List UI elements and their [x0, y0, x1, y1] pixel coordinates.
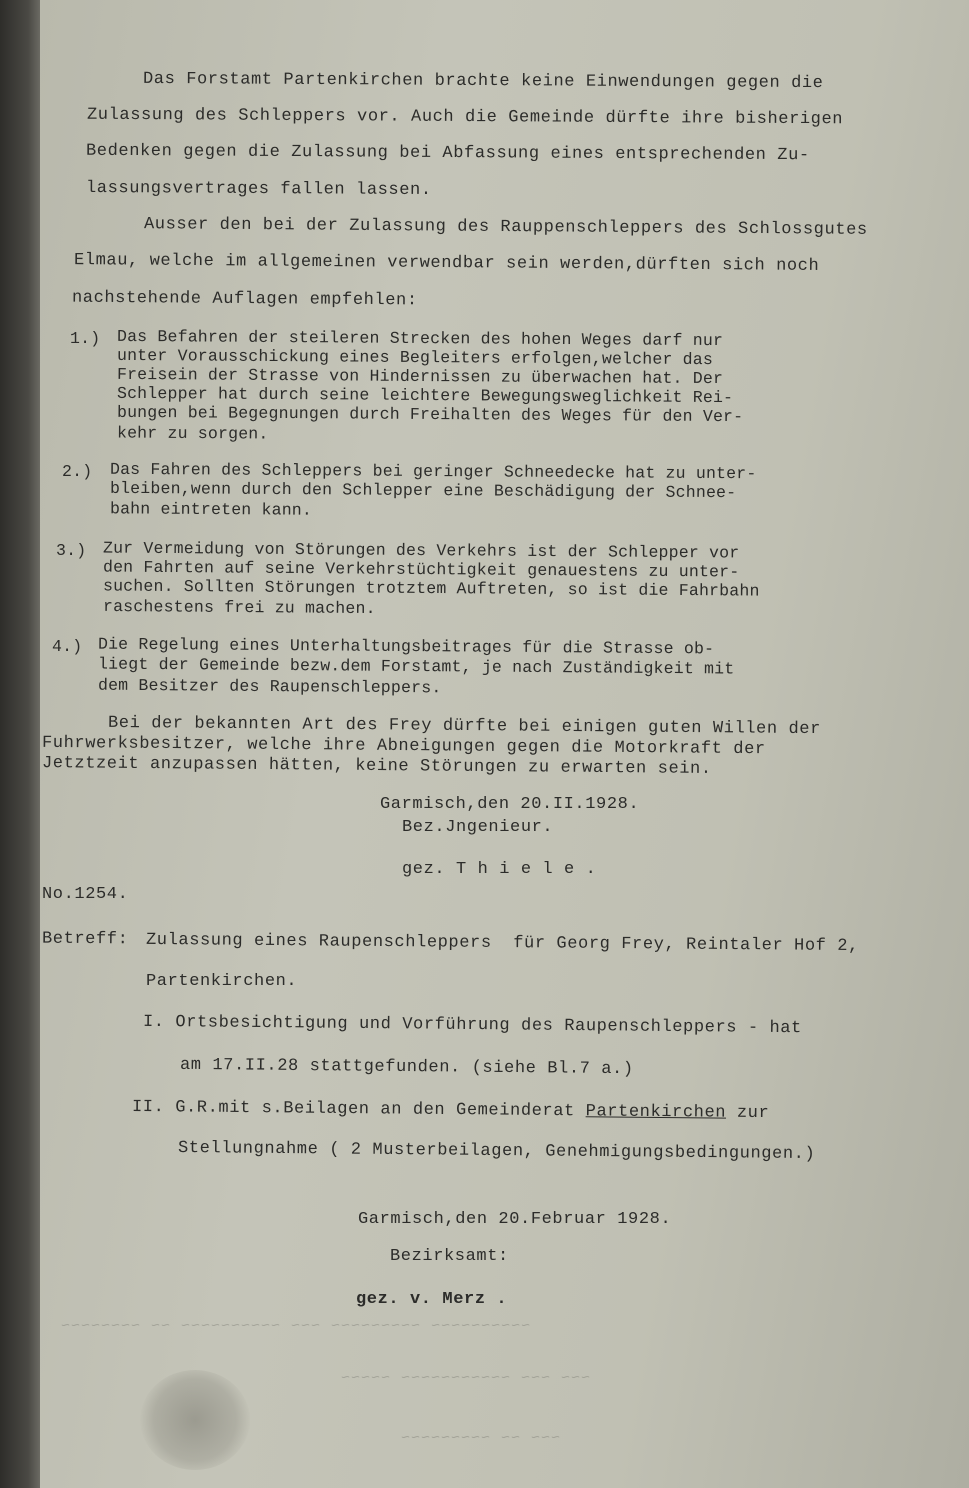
point-two-line: Stellungnahme ( 2 Musterbeilagen, Genehmigungsbedingungen.): [177, 1138, 816, 1165]
council-name: Partenkirchen: [585, 1102, 727, 1123]
item-line: Die Regelung eines Unterhaltungsbeitrages für die Strasse ob-: [97, 634, 715, 659]
intro-line: Das Forstamt Partenkirchen brachte keine Einwendungen gegen die: [142, 69, 824, 94]
intro-line: Zulassung des Schleppers vor. Auch die Gemeinde dürfte ihre bisherigen: [86, 105, 844, 130]
signature-office: Bezirksamt:: [390, 1247, 509, 1266]
item-line: Freisein der Strasse von Hindernissen zu überwachen hat. Der: [116, 364, 724, 389]
item-line: liegt der Gemeinde bezw.dem Forstamt, je nach Zuständigkeit mit: [97, 654, 735, 679]
betreff-line: Partenkirchen.: [146, 972, 298, 991]
betreff-line: Zulassung eines Raupenschleppers für Georg Frey, Reintaler Hof 2,: [145, 930, 859, 957]
point-one-line: I. Ortsbesichtigung und Vorführung des Raupenschleppers - hat: [142, 1012, 802, 1039]
intro-line: Bedenken gegen die Zulassung bei Abfassung eines entsprechenden Zu-: [85, 141, 810, 166]
signature-title: Bez.Jngenieur.: [402, 818, 554, 837]
item-line: dem Besitzer des Raupenschleppers.: [97, 675, 442, 698]
closing-line: Bei der bekannten Art des Frey dürfte bei einigen guten Willen der: [107, 713, 821, 740]
faded-stamp-mark: [140, 1370, 250, 1470]
bleed-through-mark: ~~~ ~~~ ~~~~~~~~~~~ ~~~~~: [340, 1370, 591, 1387]
item-line: raschestens frei zu machen.: [102, 596, 376, 619]
point-two-text: zur: [725, 1103, 770, 1124]
item-line: kehr zu sorgen.: [116, 423, 269, 444]
bleed-through-mark: ~~~~~~~~~~ ~~~~~~~~~ ~~~ ~~~~~~~~~~ ~~ ~~~~~~~~: [60, 1318, 531, 1335]
item-number: 3.): [56, 541, 87, 560]
item-line: suchen. Sollten Störungen trotztem Auftreten, so ist die Fahrbahn: [102, 576, 760, 601]
page-edge-shadow: [0, 0, 40, 1488]
bleed-through-mark: ~~~ ~~ ~~~~~~~~~: [400, 1430, 561, 1447]
para2-line: Elmau, welche im allgemeinen verwendbar sein werden,dürften sich noch: [73, 251, 820, 276]
point-two-line: [132, 1098, 769, 1124]
signature-place-date: Garmisch,den 20.II.1928.: [380, 795, 640, 814]
item-line: Das Befahren der steileren Strecken des hohen Weges darf nur: [116, 326, 724, 351]
item-number: 2.): [62, 462, 93, 481]
item-line: Zur Vermeidung von Störungen des Verkehrs ist der Schlepper vor: [102, 538, 740, 563]
item-line: unter Vorausschickung eines Begleiters erfolgen,welcher das: [116, 345, 714, 370]
document-page: [40, 0, 969, 1488]
point-one-line: am 17.II.28 stattgefunden. (siehe Bl.7 a.): [179, 1055, 634, 1080]
item-line: Schlepper hat durch seine leichtere Bewegungsweglichkeit Rei-: [116, 383, 734, 408]
item-line: bungen bei Begegnungen durch Freihalten des Weges für den Ver-: [116, 402, 744, 427]
betreff-label: Betreff:: [41, 929, 129, 950]
signature-place-date: Garmisch,den 20.Februar 1928.: [358, 1210, 672, 1229]
reference-number: No.1254.: [42, 885, 129, 904]
intro-line: lassungsvertrages fallen lassen.: [85, 178, 432, 201]
closing-line: Jetztzeit anzupassen hätten, keine Störungen zu erwarten sein.: [41, 754, 712, 779]
item-line: Das Fahren des Schleppers bei geringer Schneedecke hat zu unter-: [109, 459, 757, 484]
item-line: bleiben,wenn durch den Schlepper eine Beschädigung der Schnee-: [109, 478, 737, 503]
item-number: 1.): [70, 329, 101, 348]
point-two-text: II. G.R.mit s.Beilagen an den Gemeinderat: [131, 1097, 586, 1122]
para2-line: Ausser den bei der Zulassung des Rauppenschleppers des Schlossgutes: [143, 215, 868, 240]
para2-line: nachstehende Auflagen empfehlen:: [71, 288, 418, 311]
signature-signed: gez. v. Merz .: [356, 1290, 508, 1309]
closing-line: Fuhrwerksbesitzer, welche ihre Abneigungen gegen die Motorkraft der: [41, 733, 766, 760]
item-line: bahn eintreten kann.: [109, 499, 313, 520]
item-number: 4.): [52, 637, 83, 656]
signature-signed: gez. T h i e l e .: [402, 860, 597, 879]
item-line: den Fahrten auf seine Verkehrstüchtigkeit genauestens zu unter-: [102, 557, 740, 582]
